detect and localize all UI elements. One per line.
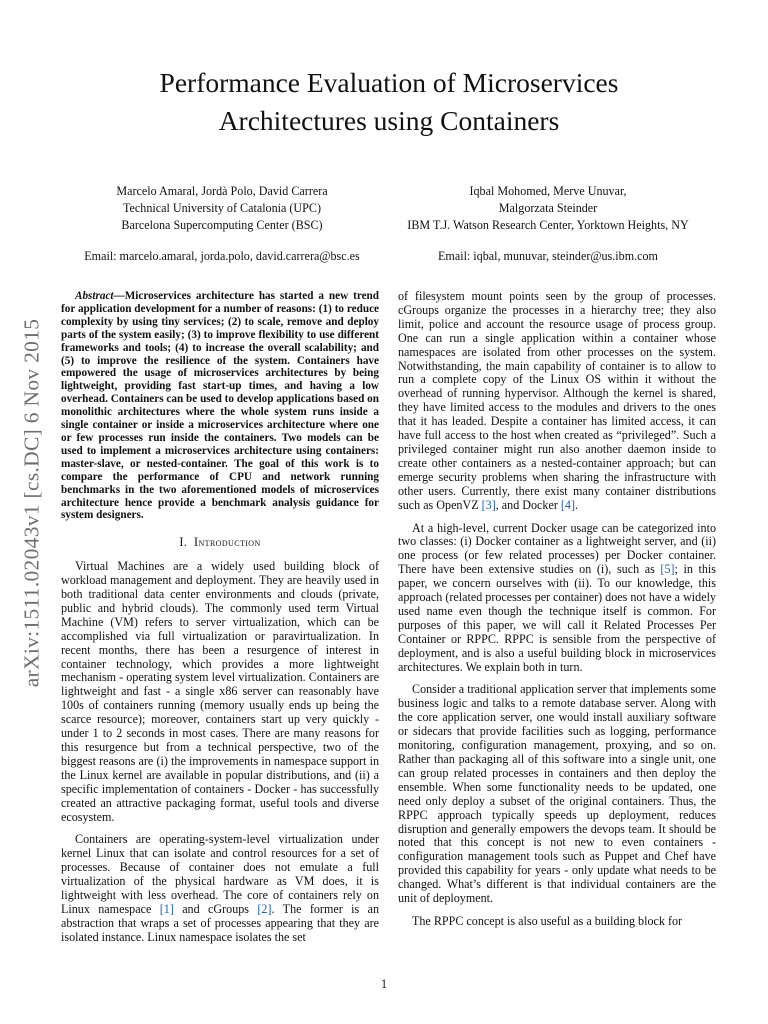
author-block-left [62,183,382,234]
abstract-text: —Microservices architecture has started a new trend for application development for a number of reasons: (1) to reduce complexity by using tiny services; (2) to scale, remove and deploy parts of the system easily; (3) to improve flexibility to use different frameworks and tools; (4) to increase the overall scalability; and (5) to improve the resilience of the system. Containers have empowered the usage of microservices architectures by being lightweight, providing fast start-up times, and having a low overhead. Containers can be used to develop applications based on monolithic architectures where the whole system runs inside a single container or inside a microservices architecture where one or few processes run inside the containers. Two models can be used to implement a microservices architecture using containers: master-slave, or nested-container. The goal of this work is to compare the performance of CPU and network running benchmarks in the two aforementioned models of microservices architecture hence provide a benchmark analysis guidance for system designers. [61,290,379,522]
author-block-right [388,183,708,234]
citation-link[interactable]: [5] [660,562,675,577]
section-heading: I. Introduction [179,535,261,550]
intro-paragraph-1: Virtual Machines are a widely used building block of workload management and deployment. They are heavily used in both traditional data center environments and clouds (private, public and hybrid clouds). The commonly used term Virtual Machine (VM) refers to server virtualization, which can be accomplished via full virtualization or paravirtualization. In recent months, there has been a resurgence of interest in container technology, which provides a more lightweight mechanism - operating system level virtualization. Containers are lightweight and fast - a single x86 server can reasonably have 100s of containers running (memory usually ends up being the scarce resource); moreover, containers start up very quickly - under 1 to 2 seconds in most cases. There are many reasons for this resurgence but from a technical perspective, two of the biggest reasons are (i) the improvements in namespace support in the Linux kernel are available in popular distributions, and (ii) a specific implementation of containers - Docker - has successfully created an attractive packaging format, useful tools and diverse ecosystem. [61,559,379,824]
paragraph-application-server: Consider a traditional application server that implements some business logic and talks to a remote database server. Along with the core application server, one would install auxiliary software or sidecars that provide facilities such as logging, performance monitoring, configuration management, proxying, and so on. Rather than packaging all of this software into a single unit, one can group related processes in containers and then deploy the ensemble. When some functionality needs to be updated, one need only deploy a subset of the original containers. Thus, the RPPC approach typically speeds up deployment, reduces disruption and generally empowers the devops team. It should be noted that this concept is not new to even containers - configuration management tools such as Puppet and Chef have provided this capability for years - only update what needs to be changed. What’s different is that individual containers are the unit of deployment. [398,682,716,906]
author-names: Malgorzata Steinder [498,201,598,215]
right-column [398,290,716,929]
paragraph-rppc: The RPPC concept is also useful as a building block for [412,913,683,928]
author-names: Marcelo Amaral, Jordà Polo, David Carrera [116,184,328,198]
author-email-right: Email: iqbal, munuvar, steinder@us.ibm.com [438,249,658,263]
author-names: Iqbal Mohomed, Merve Unuvar, [469,184,627,198]
abstract-label: Abstract [75,290,114,302]
citation-link[interactable]: [4] [560,497,576,512]
affiliation: Barcelona Supercomputing Center (BSC) [121,218,323,232]
citation-link[interactable]: [1] [159,901,174,916]
abstract [61,290,379,522]
citation-link[interactable]: [2] [257,901,272,916]
paragraph-continued: of filesystem mount points seen by the group of processes. cGroups organize the processes in a hierarchy tree; they also limit, police and account the resource usage of process group. One can run a single application within a container whose namespaces are isolated from other processes on the system. Notwithstanding, the main capability of container is to allow to run a complete copy of the Linux OS within it without the overhead of running hypervisor. Although the kernel is shared, they have limited access to the modules and drivers to the ones that it has leaded. Despite a container has limited access, it can have full access to the host when created as “privileged”. Such a privileged container might run also another daemon inside to create other containers as a nested-container approach; but can emerge security problems when sharing the infrastructure with other users. Currently, there exist many container distributions such as OpenVZ [3], and Docker [4]. [398,289,716,512]
affiliation: Technical University of Catalonia (UPC) [123,201,321,215]
title-line-1: Performance Evaluation of Microservices [159,67,619,98]
title-line-2: Architectures using Containers [218,105,560,136]
left-column [61,290,379,945]
citation-link[interactable]: [3] [481,497,496,512]
affiliation: IBM T.J. Watson Research Center, Yorktown Heights, NY [407,218,689,232]
arxiv-identifier: arXiv:1511.02043v1 [cs.DC] 6 Nov 2015 [19,318,44,687]
author-email-left: Email: marcelo.amaral, jorda.polo, david.carrera@bsc.es [84,249,360,263]
page-number: 1 [380,977,388,991]
intro-paragraph-2: Containers are operating-system-level virtualization under kernel Linux that can isolate and control resources for a set of processes. Because of container does not emulate a full virtualization of the physical hardware as VM does, it is lightweight with less overhead. The core of containers rely on Linux namespace [1] and cGroups [2]. The former is an abstraction that wraps a set of processes appearing that they are isolated instance. Linux namespace isolates the set [61,832,380,944]
paragraph-docker-usage: At a high-level, current Docker usage can be categorized into two classes: (i) Docker container as a lightweight server, and (ii) one process (or few related processes) per Docker container. There have been extensive studies on (i), such as [5]; in this paper, we concern ourselves with (ii). To our knowledge, this approach (related processes per container) does not have a widely used name even though the technique itself is common. For purposes of this paper, we will call it Related Processes Per Container or RPPC. RPPC is sensible from the perspective of deployment, and is also a useful building block in microservices architectures. We explain both in turn. [398,520,716,674]
paper-title [64,64,714,140]
